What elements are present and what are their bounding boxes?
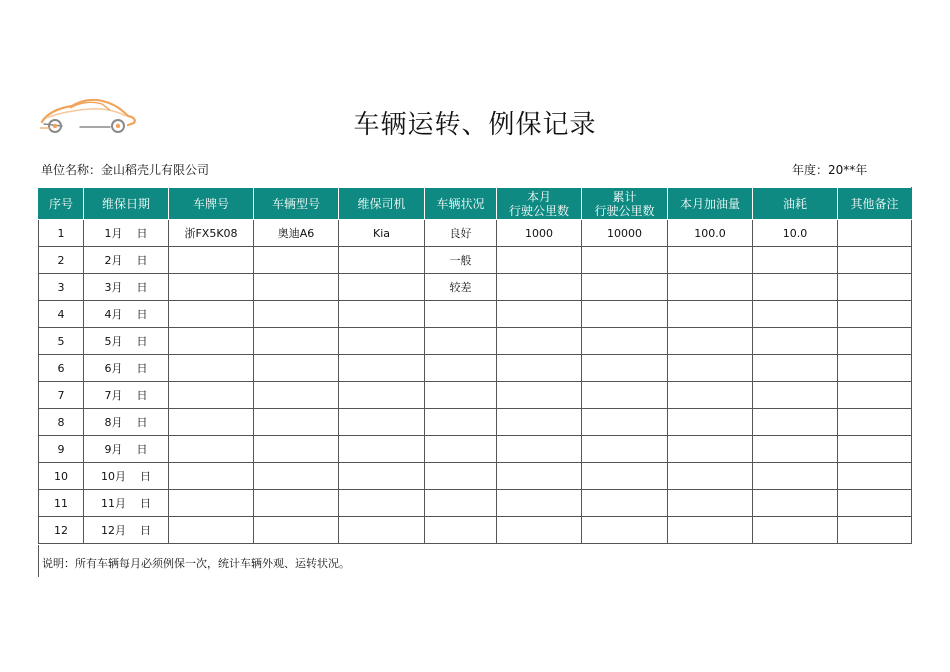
cell-driver[interactable] [339,355,425,382]
header-total [582,188,668,220]
cell-status[interactable]: 一般 [425,247,497,274]
header-remark: 其他备注 [838,188,912,220]
cell-driver[interactable] [339,301,425,328]
cell-status[interactable] [425,463,497,490]
header-mileage [497,188,582,220]
cell-total[interactable] [582,274,668,301]
cell-date[interactable] [84,355,169,382]
cell-status[interactable] [425,355,497,382]
table-row [39,382,912,409]
header-driver: 维保司机 [339,188,425,220]
cell-fuel[interactable] [668,436,753,463]
cell-mileage[interactable] [497,463,582,490]
cell-remark[interactable] [838,274,912,301]
cell-total[interactable] [582,463,668,490]
cell-plate[interactable] [169,274,254,301]
cell-consumption[interactable] [753,247,838,274]
cell-model[interactable] [254,301,339,328]
cell-fuel[interactable] [668,355,753,382]
table-row [39,490,912,517]
cell-model[interactable] [254,274,339,301]
cell-consumption[interactable] [753,490,838,517]
cell-model[interactable] [254,247,339,274]
cell-status[interactable] [425,409,497,436]
cell-plate[interactable] [169,247,254,274]
cell-seq[interactable]: 4 [39,301,84,328]
cell-status[interactable] [425,382,497,409]
cell-total[interactable] [582,517,668,544]
cell-month: 4月 [104,308,123,321]
cell-date[interactable] [84,490,169,517]
cell-consumption[interactable] [753,355,838,382]
cell-status[interactable]: 较差 [425,274,497,301]
cell-fuel[interactable] [668,517,753,544]
cell-status[interactable] [425,517,497,544]
cell-consumption[interactable] [753,328,838,355]
cell-consumption[interactable] [753,274,838,301]
cell-month: 7月 [104,389,123,402]
cell-driver[interactable] [339,409,425,436]
cell-total[interactable] [582,490,668,517]
cell-plate[interactable]: 浙FX5K08 [169,220,254,247]
record-table [38,187,912,544]
note-text: 说明：所有车辆每月必须例保一次，统计车辆外观、运转状况。 [42,557,350,570]
cell-seq[interactable]: 5 [39,328,84,355]
cell-date[interactable] [84,220,169,247]
cell-consumption[interactable] [753,382,838,409]
cell-mileage[interactable] [497,382,582,409]
table-row [39,301,912,328]
cell-status[interactable] [425,436,497,463]
cell-seq[interactable]: 6 [39,355,84,382]
cell-mileage[interactable] [497,517,582,544]
header-mileage-line1: 本月 [526,189,551,204]
cell-remark[interactable] [838,382,912,409]
cell-model[interactable] [254,436,339,463]
cell-seq[interactable]: 11 [39,490,84,517]
table-row [39,517,912,544]
cell-date[interactable] [84,301,169,328]
cell-day: 日 [136,416,148,429]
cell-date[interactable] [84,409,169,436]
header-total-line1: 累计 [612,189,637,204]
cell-remark[interactable] [838,463,912,490]
cell-model[interactable] [254,463,339,490]
cell-seq[interactable]: 3 [39,274,84,301]
cell-seq[interactable]: 9 [39,436,84,463]
header-consumption: 油耗 [753,188,838,220]
cell-plate[interactable] [169,436,254,463]
cell-plate[interactable] [169,409,254,436]
cell-mileage[interactable] [497,328,582,355]
cell-mileage[interactable] [497,409,582,436]
table-row [39,436,912,463]
cell-date[interactable] [84,328,169,355]
cell-model[interactable] [254,517,339,544]
cell-remark[interactable] [838,490,912,517]
cell-fuel[interactable] [668,274,753,301]
header-row [39,188,912,220]
cell-driver[interactable] [339,463,425,490]
year-label: 年度：20**年 [792,163,868,177]
cell-mileage[interactable] [497,274,582,301]
cell-driver[interactable] [339,328,425,355]
cell-consumption[interactable] [753,301,838,328]
cell-fuel[interactable] [668,409,753,436]
table-row [39,274,912,301]
cell-driver[interactable] [339,247,425,274]
header-mileage-line2: 行驶公里数 [508,203,569,218]
unit-name: 单位名称：金山稻壳儿有限公司 [41,163,210,177]
cell-driver[interactable]: Kia [339,220,425,247]
cell-model[interactable] [254,355,339,382]
cell-day: 日 [140,470,151,483]
cell-status[interactable]: 良好 [425,220,497,247]
cell-total[interactable]: 10000 [582,220,668,247]
cell-mileage[interactable] [497,436,582,463]
cell-fuel[interactable] [668,463,753,490]
cell-fuel[interactable] [668,247,753,274]
cell-date[interactable] [84,247,169,274]
table-row [39,355,912,382]
cell-consumption[interactable] [753,436,838,463]
cell-model[interactable] [254,382,339,409]
cell-remark[interactable] [838,517,912,544]
cell-fuel[interactable] [668,382,753,409]
cell-plate[interactable] [169,382,254,409]
cell-day: 日 [140,497,151,510]
cell-fuel[interactable] [668,301,753,328]
cell-mileage[interactable] [497,247,582,274]
cell-day: 日 [136,254,148,267]
cell-total[interactable] [582,355,668,382]
cell-driver[interactable] [339,274,425,301]
cell-mileage[interactable] [497,490,582,517]
cell-month: 5月 [104,335,123,348]
cell-remark[interactable] [838,409,912,436]
cell-seq[interactable]: 12 [39,517,84,544]
cell-remark[interactable] [838,355,912,382]
cell-month: 1月 [104,227,123,240]
cell-day: 日 [136,443,148,456]
header-status: 车辆状况 [425,188,497,220]
cell-remark[interactable] [838,328,912,355]
cell-model[interactable] [254,490,339,517]
note-box [38,545,909,577]
header-plate: 车牌号 [169,188,254,220]
cell-plate[interactable] [169,517,254,544]
cell-total[interactable] [582,382,668,409]
cell-consumption[interactable]: 10.0 [753,220,838,247]
cell-date[interactable] [84,463,169,490]
cell-plate[interactable] [169,463,254,490]
cell-plate[interactable] [169,328,254,355]
cell-day: 日 [136,227,148,240]
cell-month: 10月 [101,470,126,483]
cell-mileage[interactable]: 1000 [497,220,582,247]
header-fuel: 本月加油量 [668,188,753,220]
header-seq: 序号 [39,188,84,220]
cell-status[interactable] [425,328,497,355]
header-total-line2: 行驶公里数 [594,203,655,218]
table-row [39,463,912,490]
cell-month: 12月 [101,524,126,537]
cell-seq[interactable]: 2 [39,247,84,274]
cell-date[interactable] [84,517,169,544]
header-date: 维保日期 [84,188,169,220]
cell-remark[interactable] [838,301,912,328]
table-row [39,409,912,436]
cell-day: 日 [140,524,151,537]
cell-driver[interactable] [339,436,425,463]
cell-consumption[interactable] [753,409,838,436]
page-title: 车辆运转、例保记录 [353,110,597,140]
cell-fuel[interactable]: 100.0 [668,220,753,247]
cell-driver[interactable] [339,382,425,409]
cell-day: 日 [136,335,148,348]
cell-seq[interactable]: 8 [39,409,84,436]
table-row [39,220,912,247]
cell-plate[interactable] [169,490,254,517]
cell-day: 日 [136,389,148,402]
cell-month: 11月 [101,497,126,510]
cell-status[interactable] [425,301,497,328]
cell-total[interactable] [582,247,668,274]
cell-total[interactable] [582,409,668,436]
cell-model[interactable] [254,328,339,355]
cell-mileage[interactable] [497,355,582,382]
cell-seq[interactable]: 10 [39,463,84,490]
cell-fuel[interactable] [668,328,753,355]
cell-total[interactable] [582,301,668,328]
cell-plate[interactable] [169,355,254,382]
cell-total[interactable] [582,328,668,355]
cell-date[interactable] [84,436,169,463]
cell-driver[interactable] [339,490,425,517]
cell-day: 日 [136,281,148,294]
cell-total[interactable] [582,436,668,463]
cell-remark[interactable] [838,247,912,274]
cell-consumption[interactable] [753,463,838,490]
cell-month: 8月 [104,416,123,429]
cell-model[interactable]: 奥迪A6 [254,220,339,247]
cell-date[interactable] [84,382,169,409]
cell-driver[interactable] [339,517,425,544]
cell-plate[interactable] [169,301,254,328]
cell-month: 2月 [104,254,123,267]
cell-status[interactable] [425,490,497,517]
table-row [39,247,912,274]
cell-model[interactable] [254,409,339,436]
cell-month: 6月 [104,362,123,375]
cell-day: 日 [136,308,148,321]
cell-remark[interactable] [838,436,912,463]
cell-remark[interactable] [838,220,912,247]
cell-date[interactable] [84,274,169,301]
cell-month: 3月 [104,281,123,294]
cell-day: 日 [136,362,148,375]
cell-seq[interactable]: 1 [39,220,84,247]
header-model: 车辆型号 [254,188,339,220]
cell-month: 9月 [104,443,123,456]
cell-seq[interactable]: 7 [39,382,84,409]
cell-consumption[interactable] [753,517,838,544]
cell-mileage[interactable] [497,301,582,328]
cell-fuel[interactable] [668,490,753,517]
table-row [39,328,912,355]
